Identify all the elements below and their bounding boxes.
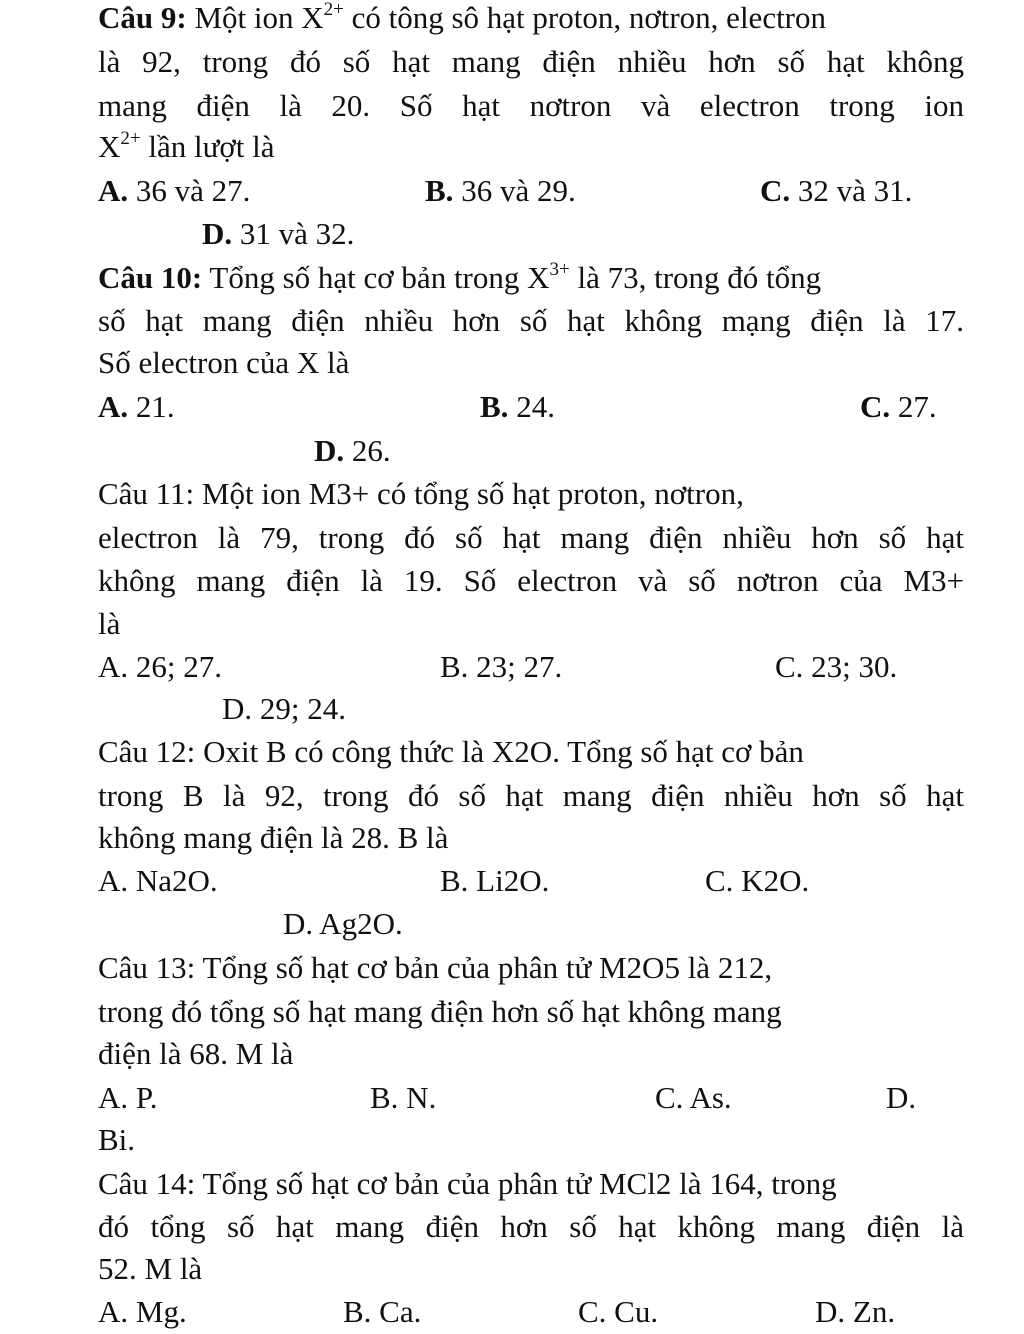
q10-line-3: Số electron của X là xyxy=(98,345,350,380)
q11-line-3: không mang điện là 19. Số electron và số nơtron của M3+ xyxy=(98,563,964,598)
q9-line-4: $X^{2+}$ lần lượt là xyxy=(98,128,275,164)
q14-option-b[interactable]: B. Ca. xyxy=(343,1294,422,1329)
q11-option-a[interactable]: A. 26; 27. xyxy=(98,649,222,684)
q11-line-4: là xyxy=(98,606,121,641)
q13-option-a[interactable]: A. P. xyxy=(98,1080,158,1115)
q14-option-d[interactable]: D. Zn. xyxy=(815,1294,896,1329)
q9-option-a[interactable]: A. 36 và 27. xyxy=(98,173,251,208)
q12-line-1: Câu 12: Oxit B có công thức là X2O. Tổng số hạt cơ bản xyxy=(98,734,804,769)
q13-option-d-text[interactable]: Bi. xyxy=(98,1122,136,1157)
q10-option-b[interactable]: B. 24. xyxy=(480,389,555,424)
q14-line-1: Câu 14: Tổng số hạt cơ bản của phân tử MCl2 là 164, trong xyxy=(98,1166,837,1201)
q12-line-2: trong B là 92, trong đó số hạt mang điện nhiều hơn số hạt xyxy=(98,778,964,813)
q13-option-b[interactable]: B. N. xyxy=(370,1080,437,1115)
q13-line-3: điện là 68. M là xyxy=(98,1036,294,1071)
q9-line-2: là 92, trong đó số hạt mang điện nhiều hơn số hạt không xyxy=(98,44,964,79)
q10-line-1: Câu 10: Tổng số hạt cơ bản trong $X^{3+}$ là 73, trong đó tổng xyxy=(98,259,822,295)
q14-line-2: đó tổng số hạt mang điện hơn số hạt không mang điện là xyxy=(98,1209,964,1244)
q11-line-1: Câu 11: Một ion M3+ có tổng số hạt proton, nơtron, xyxy=(98,476,744,511)
q10-option-a[interactable]: A. 21. xyxy=(98,389,175,424)
q9-label: Câu 9: xyxy=(98,0,187,35)
q10-label: Câu 10: xyxy=(98,260,203,295)
q11-option-c[interactable]: C. 23; 30. xyxy=(775,649,898,684)
q14-label: Câu 14: xyxy=(98,1166,196,1201)
q12-option-b[interactable]: B. Li2O. xyxy=(440,863,550,898)
q9-option-b[interactable]: B. 36 và 29. xyxy=(425,173,576,208)
q12-option-a[interactable]: A. Na2O. xyxy=(98,863,218,898)
q9-option-c[interactable]: C. 32 và 31. xyxy=(760,173,913,208)
q12-label: Câu 12: xyxy=(98,734,196,769)
q13-option-c[interactable]: C. As. xyxy=(655,1080,732,1115)
q11-option-b[interactable]: B. 23; 27. xyxy=(440,649,563,684)
q9-line-3: mang điện là 20. Số hạt nơtron và electron trong ion xyxy=(98,88,964,123)
q13-label: Câu 13: xyxy=(98,950,196,985)
q14-line-3: 52. M là xyxy=(98,1251,203,1286)
q12-option-d[interactable]: D. Ag2O. xyxy=(283,906,403,941)
q12-option-c[interactable]: C. K2O. xyxy=(705,863,810,898)
q14-option-c[interactable]: C. Cu. xyxy=(578,1294,659,1329)
q11-label: Câu 11: xyxy=(98,476,195,511)
q14-option-a[interactable]: A. Mg. xyxy=(98,1294,187,1329)
q11-line-2: electron là 79, trong đó số hạt mang điện nhiều hơn số hạt xyxy=(98,520,964,555)
q13-option-d[interactable]: D. xyxy=(886,1080,917,1115)
q10-line-2: số hạt mang điện nhiều hơn số hạt không mạng điện là 17. xyxy=(98,303,964,338)
q13-line-1: Câu 13: Tổng số hạt cơ bản của phân tử M2O5 là 212, xyxy=(98,950,773,985)
q9-option-d[interactable]: D. 31 và 32. xyxy=(202,216,355,251)
q9-line-1: Câu 9: Một ion $X^{2+}$ có tông sô hạt proton, nơtron, electron xyxy=(98,0,827,35)
q12-line-3: không mang điện là 28. B là xyxy=(98,820,449,855)
q10-option-c[interactable]: C. 27. xyxy=(860,389,937,424)
q10-option-d[interactable]: D. 26. xyxy=(314,433,391,468)
q13-line-2: trong đó tổng số hạt mang điện hơn số hạt không mang xyxy=(98,994,782,1029)
q11-option-d[interactable]: D. 29; 24. xyxy=(222,691,346,726)
